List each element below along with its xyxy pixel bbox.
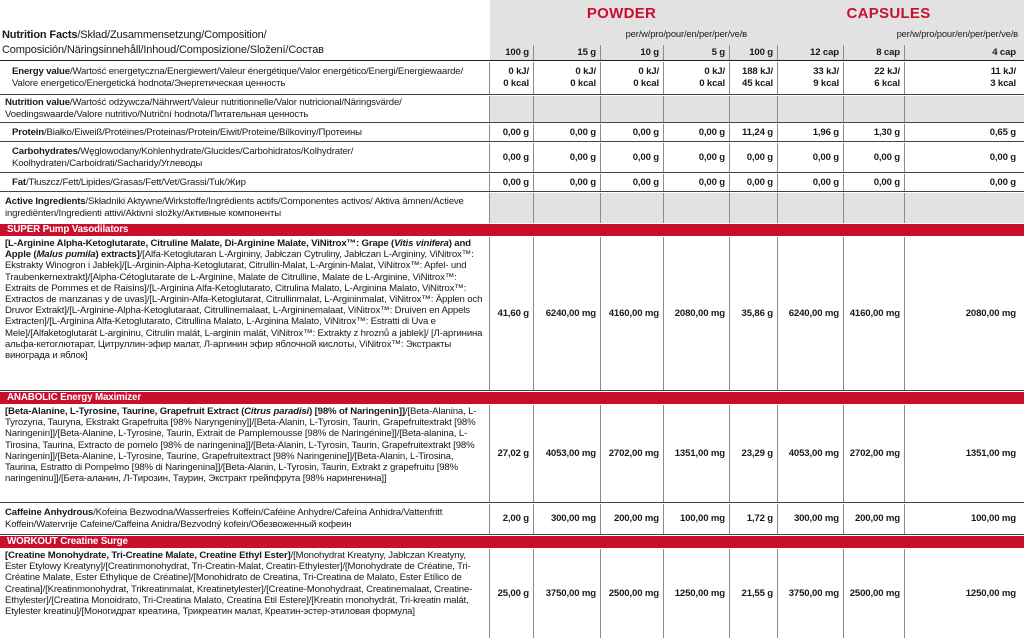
caffeine-value: 300,00 mg [778, 504, 844, 534]
energy-kj: 188 kJ/ [742, 66, 773, 77]
protein-value: 0,00 g [490, 124, 534, 141]
energy-kcal: 45 kcal [742, 78, 773, 89]
caffeine-value: 2,00 g [490, 504, 534, 534]
energy-kcal: 9 kcal [813, 78, 839, 89]
pump-value: 35,86 g [730, 237, 778, 390]
powder-title: POWDER [586, 5, 657, 22]
fat-row [0, 174, 1024, 192]
energy-label [0, 62, 490, 94]
caffeine-ingredients: Caffeine Anhydrous/Kofeina Bezwodna/Wasserfreies Koffein/Caféine Anhydre/Cafeína Anhidra/Vattenfritt Koffein/Watervrije Cafeine/Caffeina Anidra/Bezvodný kofein/Обезвоженный кофеин [0, 504, 490, 534]
fat-value: 0,00 g [844, 174, 905, 191]
col-powder-100g: 100 g [490, 45, 534, 60]
active-ingredients-row [0, 193, 1024, 223]
caffeine-row [0, 504, 1024, 535]
carbohydrates-value: 0,00 g [664, 143, 730, 172]
energy-kj: 0 kJ/ [508, 66, 529, 77]
carbohydrates-value: 0,00 g [989, 151, 1016, 163]
energy-kcal: 0 kcal [633, 78, 659, 89]
carbohydrates-value: 0,00 g [534, 143, 601, 172]
protein-value: 11,24 g [730, 124, 778, 141]
fat-value: 0,00 g [989, 176, 1016, 188]
workout-value: 2500,00 mg [601, 549, 664, 638]
workout-row [0, 549, 1024, 638]
heading-line2: Composición/Näringsinnehåll/Inhoud/Composizione/Složení/Состав [2, 44, 324, 56]
carbohydrates-value: 0,00 g [601, 143, 664, 172]
pump-row [0, 237, 1024, 391]
heading-bold: Nutrition Facts [2, 29, 78, 41]
workout-value: 21,55 g [730, 549, 778, 638]
carbohydrates-value: 0,00 g [490, 143, 534, 172]
protein-label: Protein/Białko/Eiweiß/Protéines/Proteinas/Protein/Eiwit/Proteine/Bílkoviny/Протеины [0, 124, 490, 141]
energy-kj: 33 kJ/ [813, 66, 839, 77]
workout-value: 2500,00 mg [844, 549, 905, 638]
pump-value: 6240,00 mg [778, 237, 844, 390]
fat-value: 0,00 g [778, 174, 844, 191]
carbohydrates-value: 0,00 g [730, 143, 778, 172]
caffeine-value: 100,00 mg [664, 504, 730, 534]
anabolic-value: 1351,00 mg [664, 405, 730, 502]
section-anabolic: ANABOLIC Energy Maximizer [0, 392, 1024, 404]
workout-value: 3750,00 mg [534, 549, 601, 638]
energy-kcal: 0 kcal [570, 78, 596, 89]
energy-kcal: 6 kcal [874, 78, 900, 89]
anabolic-value: 4053,00 mg [778, 405, 844, 502]
workout-value: 3750,00 mg [778, 549, 844, 638]
col-powder-5g: 5 g [664, 45, 730, 60]
anabolic-value: 2702,00 mg [601, 405, 664, 502]
pump-value: 2080,00 mg [664, 237, 730, 390]
caffeine-value: 200,00 mg [601, 504, 664, 534]
protein-value: 1,96 g [778, 124, 844, 141]
heading-rest: /Skład/Zusammensetzung/Composition/ [77, 29, 267, 41]
active-ingredients-label: Active Ingredients/Składniki Aktywne/Wirkstoffe/Ingrédients actifs/Componentes activos/ Aktiva ämnen/Actieve ingrediënten/Ingredienti attivi/Aktivní složky/Активные компоненты [0, 193, 490, 223]
energy-label-rest: /Wartość energetyczna/Energiewert/Valeur énergétique/Valor energético/Energi/Energiewaarde/ Valore energetico/Energetická hodnota/Энергетическая ценность [12, 66, 464, 89]
col-capsules-4cap: 4 cap [992, 46, 1016, 58]
caffeine-value: 200,00 mg [844, 504, 905, 534]
anabolic-ingredients: [Beta-Alanine, L-Tyrosine, Taurine, Grapefruit Extract (Citrus paradisi) [98% of Naringenin]]/[Beta-Alanina, L-Tyrozyna, Tauryna, Ekstrakt Grapefruita [98% Naryngeniny]]/[Beta-Alanin, L-Tyrosin, Taurin, Grapefruitextrakt [98% Naringenin]]/[Beta-Alanine, L-Tyrosine, Taurin, Extrait de Pamplemousse [98% de Naringénine]]/[Beta-alanina, L-Tirosina, Taurina, Extracto de pomelo [98% de naringenina]]/[Beta-Alanin, L-Tyrosin, Taurin, Grapefruitextrakt [98% Naringenin]]/[Beta-Alanine, L-Tyrosine, Taurine, Grapefruitextract [98% Naringenine]]/[Beta-Alanin, L-Tirosina, Taurina, Estratto di Pompelmo [98% di Naringenina]]/[Beta-Alanin, L-Tyrosin, Taurin, Extrakt z grapefruitu [98% naringeninu]]/[Бета-аланин, Л-Тирозин, Таурин, Экстракт грейпфрута [98% нарингенина]] [0, 405, 490, 502]
fat-value: 0,00 g [490, 174, 534, 191]
workout-value: 1250,00 mg [965, 587, 1016, 599]
pump-value: 41,60 g [490, 237, 534, 390]
fat-label: Fat/Tłuszcz/Fett/Lipides/Grasas/Fett/Vet/Grassi/Tuk/Жир [0, 174, 490, 191]
energy-kj: 0 kJ/ [575, 66, 596, 77]
anabolic-row [0, 405, 1024, 503]
col-capsules-100g: 100 g [730, 45, 778, 60]
column-header-row [0, 45, 1024, 61]
powder-per-label: per/w/pro/pour/en/per/per/ve/в [625, 28, 747, 39]
protein-value: 0,00 g [601, 124, 664, 141]
energy-kj: 0 kJ/ [704, 66, 725, 77]
pump-ingredients: [L-Arginine Alpha-Ketoglutarate, Citruline Malate, Di-Arginine Malate, ViNitrox™: Grape (Vitis vinifera) and Apple (Malus pumila) extracts]/[Alfa-Ketoglutaran L-Argininy, Jabłczan Cytruliny, Jabłczan L-Argininy, ViNitrox™: Ekstrakty Winogron i Jabłek]/[L-Arginin-Alpha-Ketoglutarat, Citrullin-Malat, L-Arginin-Malat, ViNitrox™: Apfel- und Traubenkernextrakt]/[Alpha-Cétoglutarate de L-Arginine, Malate de Citrulline, Malate de L-Arginine, ViNitrox™: Extraits de Pommes et de Raisins]/[L-Arginina Alfa-Ketoglutarato, Citrulina Malato, L-Arginina Malato, ViNitrox™: Extractos de manzanas y de uvas]/[L-Arginin-Alfa-Ketoglutarat, Citrullinmalat, L-Argininmalat, ViNitrox™: Äpplen och Druvor Extrakt]/[L-Arginine-Alpha-Ketoglutaraat, Citrullinemalaat, L-Argininemalaat, ViNitrox™: Druiven en Appels Extracten]/[L-Arginina Alfa-Ketoglutarato, Citrullina Malato, L-Arginina Malato, ViNitrox™: Estratti di Uva e Mele]/[Alfaketoglutarát L-argininu, Citrulin malát, L-arginin malát, ViNitrox™: Extrakty z hroznů a jablek]/ [Л-аргинина альфа-кетоглютарат, Цитруллин-эфир малат, Л-аргинин эфир яблочной кислоты, ViNitrox™: Экстракты винограда и яблок] [0, 237, 490, 390]
section-workout: WORKOUT Creatine Surge [0, 536, 1024, 548]
energy-kj: 11 kJ/ [990, 66, 1016, 77]
carbohydrates-value: 0,00 g [844, 143, 905, 172]
energy-label-bold: Energy value [12, 66, 70, 77]
col-powder-10g: 10 g [601, 45, 664, 60]
carbohydrates-label: Carbohydrates/Węglowodany/Kohlenhydrate/Glucides/Carbohidratos/Kolhydrater/ Koolhydraten/Carboidrati/Sacharidy/Углеводы [0, 143, 490, 172]
carbohydrates-row [0, 143, 1024, 173]
caffeine-value: 300,00 mg [534, 504, 601, 534]
workout-value: 25,00 g [490, 549, 534, 638]
energy-kj: 0 kJ/ [638, 66, 659, 77]
energy-kcal: 3 kcal [990, 78, 1016, 89]
energy-kcal: 0 kcal [699, 78, 725, 89]
workout-ingredients: [Creatine Monohydrate, Tri-Creatine Malate, Creatine Ethyl Ester]/[Monohydrat Kreatyny, Jabłczan Kreatyny, Ester Etylowy Kreatyny]/[Creatinmonohydrat, Tri-Creatin-Malat, Creatin-Ethylester]/[Monohydrate de Créatine, Tri-Créatine Malate, Ester Ethylique de Créatine]/[Monohidrato de Creatina, Tri-Creatina de Malato, Ester Etílico de Creatina]/[Kreatinmonohydrat, Trikreatinmalat, Kreatinetylester]/[Creatine-Monohydraat, Creatinemalaat, Creatine-Ethylester]/[Creatina Monoidrato, Tri-Creatina Malato, Creatina Etil Estere]/[Kreatin monohydrát, Tri-kreatin malát, Etylester kreatinu]/[Моногидрат креатина, Трикреатин малат, Креатин-эстер-этиловая формула] [0, 549, 490, 638]
anabolic-value: 27,02 g [490, 405, 534, 502]
col-powder-15g: 15 g [534, 45, 601, 60]
protein-value: 0,00 g [664, 124, 730, 141]
anabolic-value: 1351,00 mg [965, 447, 1016, 459]
protein-value: 0,65 g [989, 126, 1016, 138]
energy-row [0, 62, 1024, 95]
caffeine-value: 1,72 g [730, 504, 778, 534]
anabolic-value: 23,29 g [730, 405, 778, 502]
energy-kcal: 0 kcal [503, 78, 529, 89]
protein-row [0, 124, 1024, 142]
carbohydrates-value: 0,00 g [778, 143, 844, 172]
fat-value: 0,00 g [730, 174, 778, 191]
anabolic-value: 4053,00 mg [534, 405, 601, 502]
pump-value: 6240,00 mg [534, 237, 601, 390]
protein-value: 1,30 g [844, 124, 905, 141]
section-super-pump: SUPER Pump Vasodilators [0, 224, 1024, 236]
protein-value: 0,00 g [534, 124, 601, 141]
anabolic-value: 2702,00 mg [844, 405, 905, 502]
fat-value: 0,00 g [664, 174, 730, 191]
fat-value: 0,00 g [601, 174, 664, 191]
pump-value: 4160,00 mg [844, 237, 905, 390]
capsules-title: CAPSULES [846, 5, 931, 22]
fat-value: 0,00 g [534, 174, 601, 191]
energy-kj: 22 kJ/ [874, 66, 900, 77]
col-capsules-12cap: 12 cap [778, 45, 844, 60]
nutrition-value-row [0, 96, 1024, 123]
nutrition-value-label: Nutrition value/Wartość odżywcza/Nährwert/Valeur nutritionnelle/Valor nutricional/Näringsvärde/ Voedingswaarde/Valore nutritivo/Nutriční hodnota/Питательная ценность [0, 96, 490, 122]
workout-value: 1250,00 mg [664, 549, 730, 638]
col-capsules-8cap: 8 cap [844, 45, 905, 60]
pump-value: 4160,00 mg [601, 237, 664, 390]
capsules-per-label: per/w/pro/pour/en/per/per/ve/в [896, 28, 1018, 39]
caffeine-value: 100,00 mg [970, 513, 1016, 525]
pump-value: 2080,00 mg [965, 307, 1016, 319]
